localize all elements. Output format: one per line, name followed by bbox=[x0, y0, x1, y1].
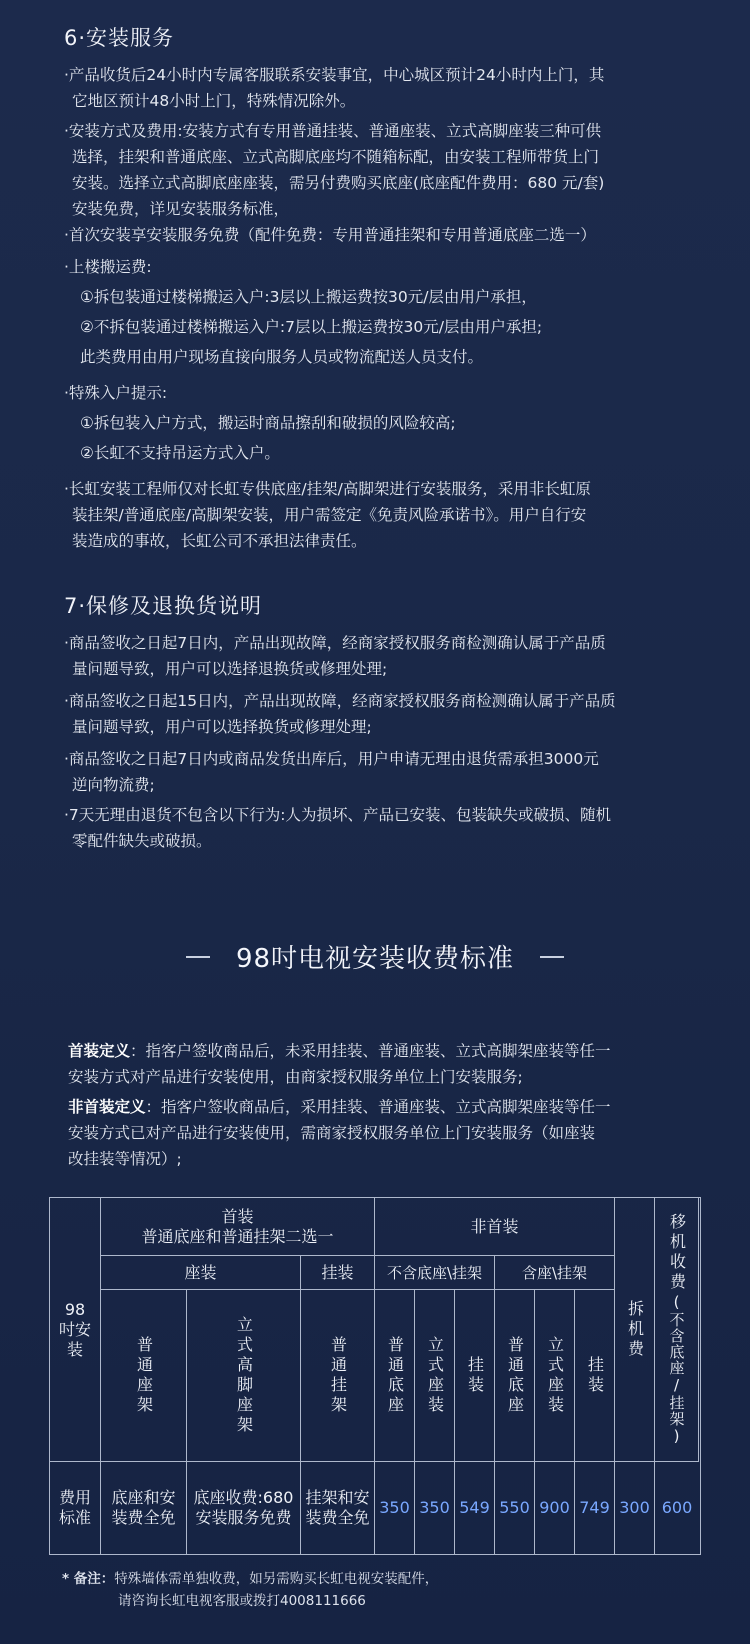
note-label: * 备注： bbox=[62, 1571, 115, 1587]
section-6-title: 6·安装服务 bbox=[64, 26, 175, 50]
footnote: * 备注：特殊墙体需单独收费，如另需购买长虹电视安装配件， 请咨询长虹电视客服或拨打4008111666 bbox=[62, 1571, 439, 1609]
hang-header: 挂装 bbox=[301, 1256, 375, 1290]
col-nb-normal: 普通底座 bbox=[375, 1290, 415, 1462]
col-normal-base: 普通座架 bbox=[101, 1290, 187, 1462]
price-move: 600 bbox=[661, 1498, 693, 1517]
fee-row-label: 费用标准 bbox=[50, 1462, 101, 1554]
sec7-para-2: ·商品签收之日起15日内，产品出现故障，经商家授权服务商检测确认属于产品质 量问题导致，用户可以选择换货或修理处理; bbox=[64, 692, 616, 736]
corner-cell: 98吋安装 bbox=[50, 1198, 101, 1462]
sec6-para-5: ·特殊入户提示: ①拆包装入户方式，搬运时商品擦刮和破损的风险较高; ②长虹不支持吊运方式入户。 bbox=[64, 384, 456, 462]
value-tall-base: 底座收费:680安装服务免费 bbox=[187, 1462, 301, 1554]
col-wb-tall: 立式座装 bbox=[535, 1290, 575, 1462]
non-first-header: 非首装 bbox=[375, 1198, 615, 1256]
price-nb-tall: 350 bbox=[415, 1462, 455, 1554]
section-7-title: 7·保修及退换货说明 bbox=[64, 594, 263, 618]
sec7-para-1: ·商品签收之日起7日内，产品出现故障，经商家授权服务商检测确认属于产品质 量问题导致，用户可以选择退换货或修理处理; bbox=[64, 634, 606, 678]
remove-fee-header: 拆机费 bbox=[615, 1198, 655, 1462]
first-install-definition: 首装定义：指客户签收商品后，未采用挂装、普通座装、立式高脚架座装等任一 安装方式对产品进行安装使用，由商家授权服务单位上门安装服务; bbox=[68, 1042, 611, 1086]
sec7-para-3: ·商品签收之日起7日内或商品发货出库后，用户申请无理由退货需承担3000元 逆向物流费; bbox=[64, 750, 599, 794]
col-wb-normal: 普通底座 bbox=[495, 1290, 535, 1462]
price-nb-hang: 549 bbox=[455, 1462, 495, 1554]
col-nb-hang: 挂装 bbox=[455, 1290, 495, 1462]
col-tall-base: 立式高脚座架 bbox=[187, 1290, 301, 1462]
price-remove: 300 bbox=[615, 1462, 655, 1554]
value-normal-base: 底座和安装费全免 bbox=[101, 1462, 187, 1554]
def2-label: 非首装定义 bbox=[68, 1098, 146, 1116]
sec6-para-3: ·首次安装享安装服务免费（配件免费：专用普通挂架和专用普通底座二选一） bbox=[64, 226, 596, 244]
col-nb-tall: 立式座装 bbox=[415, 1290, 455, 1462]
value-hang: 挂架和安装费全免 bbox=[301, 1462, 375, 1554]
move-fee-header: 移机收费 (不含底座/挂架) bbox=[655, 1198, 699, 1462]
col-normal-hang: 普通挂架 bbox=[301, 1290, 375, 1462]
sec7-para-4: ·7天无理由退货不包含以下行为:人为损坏、产品已安装、包装缺失或破损、随机 零配件缺失或破损。 bbox=[64, 806, 612, 850]
seat-header: 座装 bbox=[101, 1256, 301, 1290]
first-install-header: 首装 普通底座和普通挂架二选一 bbox=[101, 1198, 375, 1256]
non-first-install-definition: 非首装定义：指客户签收商品后，采用挂装、普通座装、立式高脚架座装等任一 安装方式已对产品进行安装使用，需商家授权服务单位上门安装服务（如座装 改挂装等情况）; bbox=[68, 1098, 611, 1168]
fee-standard-title: 98吋电视安装收费标准 bbox=[235, 944, 515, 974]
sec6-para-6: ·长虹安装工程师仅对长虹专供底座/挂架/高脚架进行安装服务，采用非长虹原 装挂架/普通底座/高脚架安装，用户需签定《免责风险承诺书》。用户自行安 装造成的事故，长虹公司不承担法律责任。 bbox=[64, 480, 591, 550]
price-wb-normal: 550 bbox=[495, 1462, 535, 1554]
sec6-para-1: ·产品收货后24小时内专属客服联系安装事宜，中心城区预计24小时内上门，其 它地区预计48小时上门，特殊情况除外。 bbox=[64, 66, 605, 110]
price-nb-normal: 350 bbox=[375, 1462, 415, 1554]
price-wb-tall: 900 bbox=[535, 1462, 575, 1554]
fee-table bbox=[49, 1197, 701, 1555]
sec6-para-4: ·上楼搬运费: ①拆包装通过楼梯搬运入户:3层以上搬运费按30元/层由用户承担， ②不拆包装通过楼梯搬运入户:7层以上搬运费按30元/层由用户承担; 此类费用由用户现场直接向服务人员或物流配送人员支付。 bbox=[64, 258, 543, 366]
with-base-header: 含座\挂架 bbox=[495, 1256, 615, 1290]
no-base-header: 不含底座\挂架 bbox=[375, 1256, 495, 1290]
col-wb-hang: 挂装 bbox=[575, 1290, 615, 1462]
def1-label: 首装定义 bbox=[68, 1042, 131, 1060]
price-wb-hang: 749 bbox=[575, 1462, 615, 1554]
sec6-para-2: ·安装方式及费用:安装方式有专用普通挂装、普通座装、立式高脚座装三种可供 选择，挂架和普通底座、立式高脚底座均不随箱标配，由安装工程师带货上门 安装。选择立式高脚底座座装，需另付费购买底座(底座配件费用：680 元/套) 安装免费，详见安装服务标准， bbox=[64, 122, 605, 218]
